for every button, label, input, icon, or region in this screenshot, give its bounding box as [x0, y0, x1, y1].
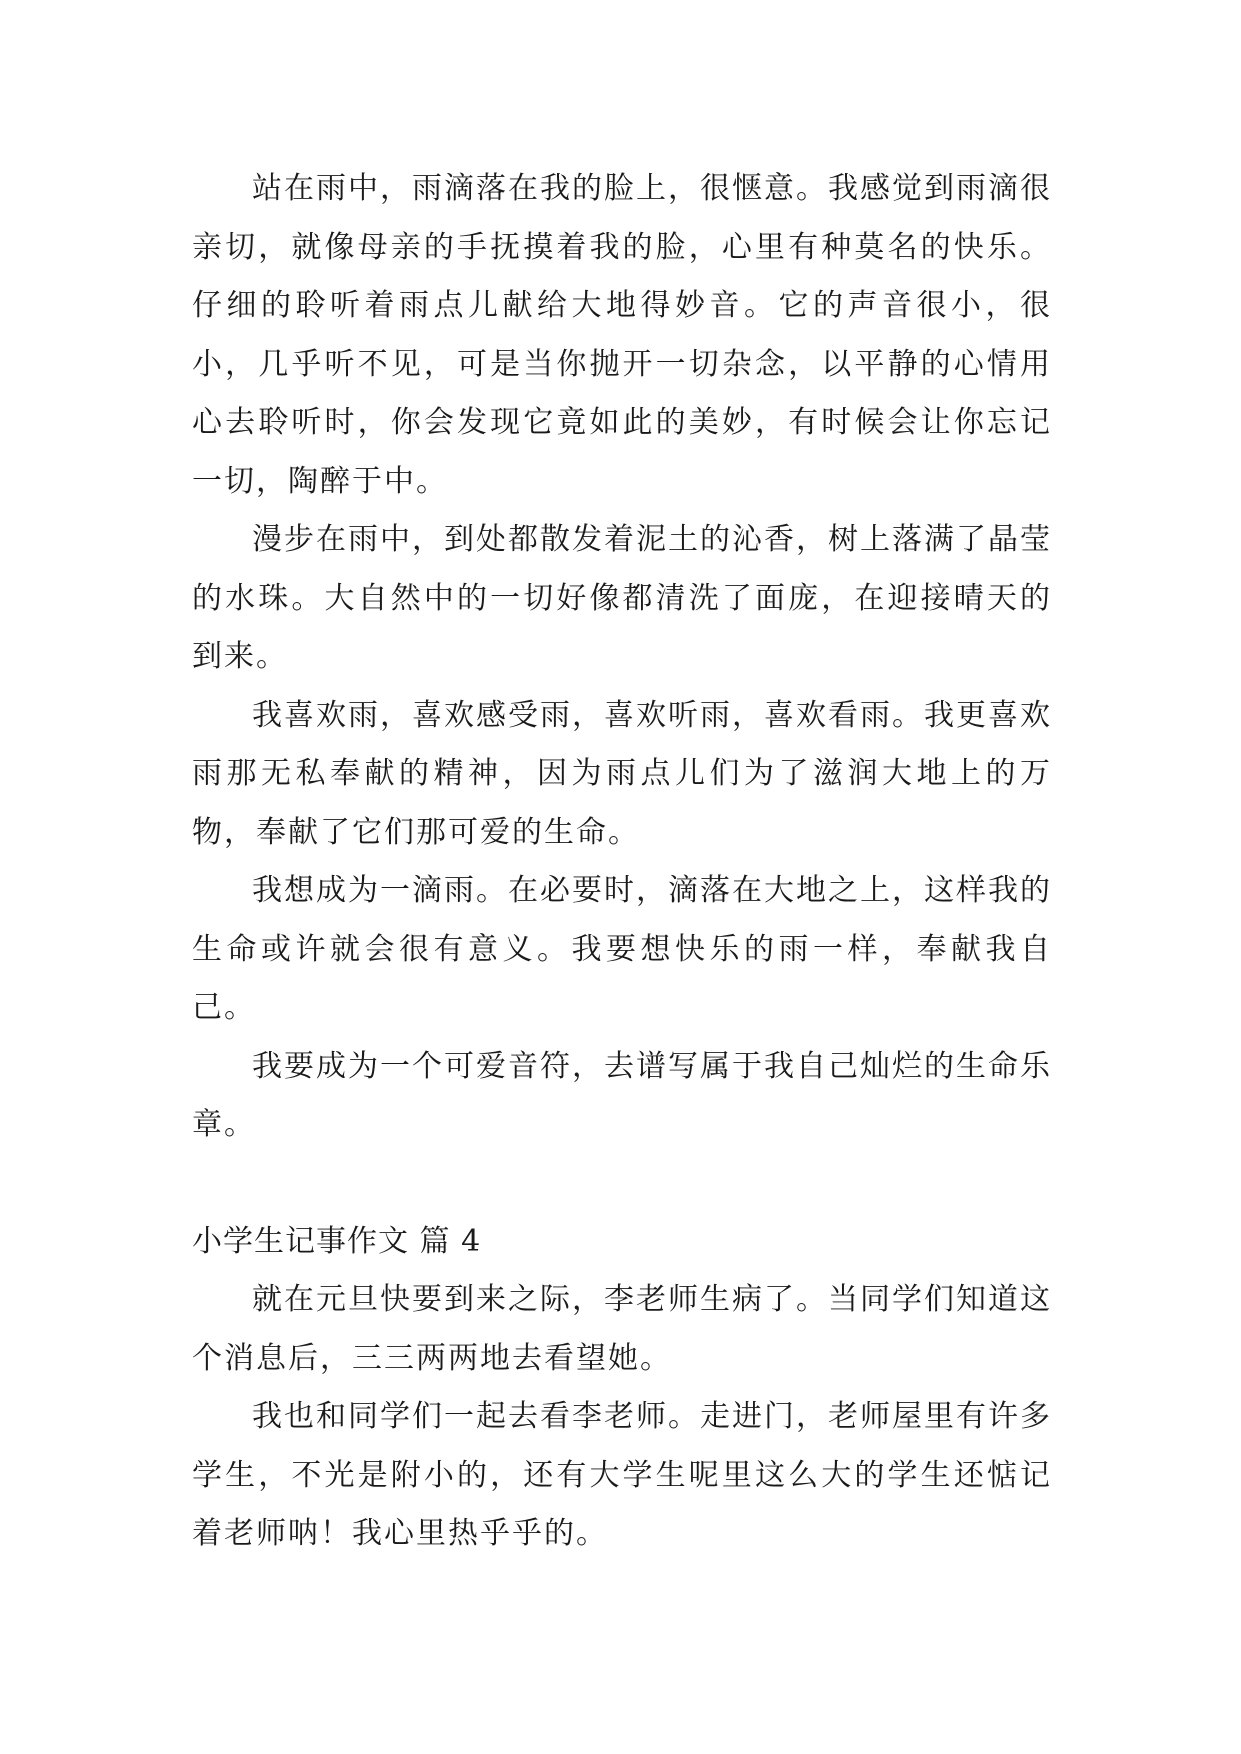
document-body	[192, 160, 1052, 1564]
paragraph-like-rain: 我喜欢雨，喜欢感受雨，喜欢听雨，喜欢看雨。我更喜欢雨那无私奉献的精神，因为雨点儿们为了滋润大地上的万物，奉献了它们那可爱的生命。	[192, 697, 1052, 850]
paragraph-rain-face: 站在雨中，雨滴落在我的脸上，很惬意。我感觉到雨滴很亲切，就像母亲的手抚摸着我的脸，心里有种莫名的快乐。仔细的聆听着雨点儿献给大地得妙音。它的声音很小，很小，几乎听不见，可是当你抛开一切杂念，以平静的心情用心去聆听时，你会发现它竟如此的美妙，有时候会让你忘记一切，陶醉于中。	[192, 171, 1052, 499]
paragraph-walking-in-rain: 漫步在雨中，到处都散发着泥土的沁香，树上落满了晶莹的水珠。大自然中的一切好像都清洗了面庞，在迎接晴天的到来。	[192, 522, 1052, 674]
paragraph-teacher-sick: 就在元旦快要到来之际，李老师生病了。当同学们知道这个消息后，三三两两地去看望她。	[192, 1282, 1052, 1376]
paragraph-music-note: 我要成为一个可爱音符，去谱写属于我自己灿烂的生命乐章。	[192, 1048, 1052, 1142]
paragraph-become-raindrop: 我想成为一滴雨。在必要时，滴落在大地之上，这样我的生命或许就会很有意义。我要想快乐的雨一样，奉献我自己。	[192, 873, 1052, 1025]
paragraph-visit-teacher: 我也和同学们一起去看李老师。走进门，老师屋里有许多学生，不光是附小的，还有大学生呢里这么大的学生还惦记着老师呐！我心里热乎乎的。	[192, 1399, 1052, 1551]
section-spacer	[192, 1155, 1052, 1213]
section-heading: 小学生记事作文 篇 4	[192, 1223, 482, 1259]
